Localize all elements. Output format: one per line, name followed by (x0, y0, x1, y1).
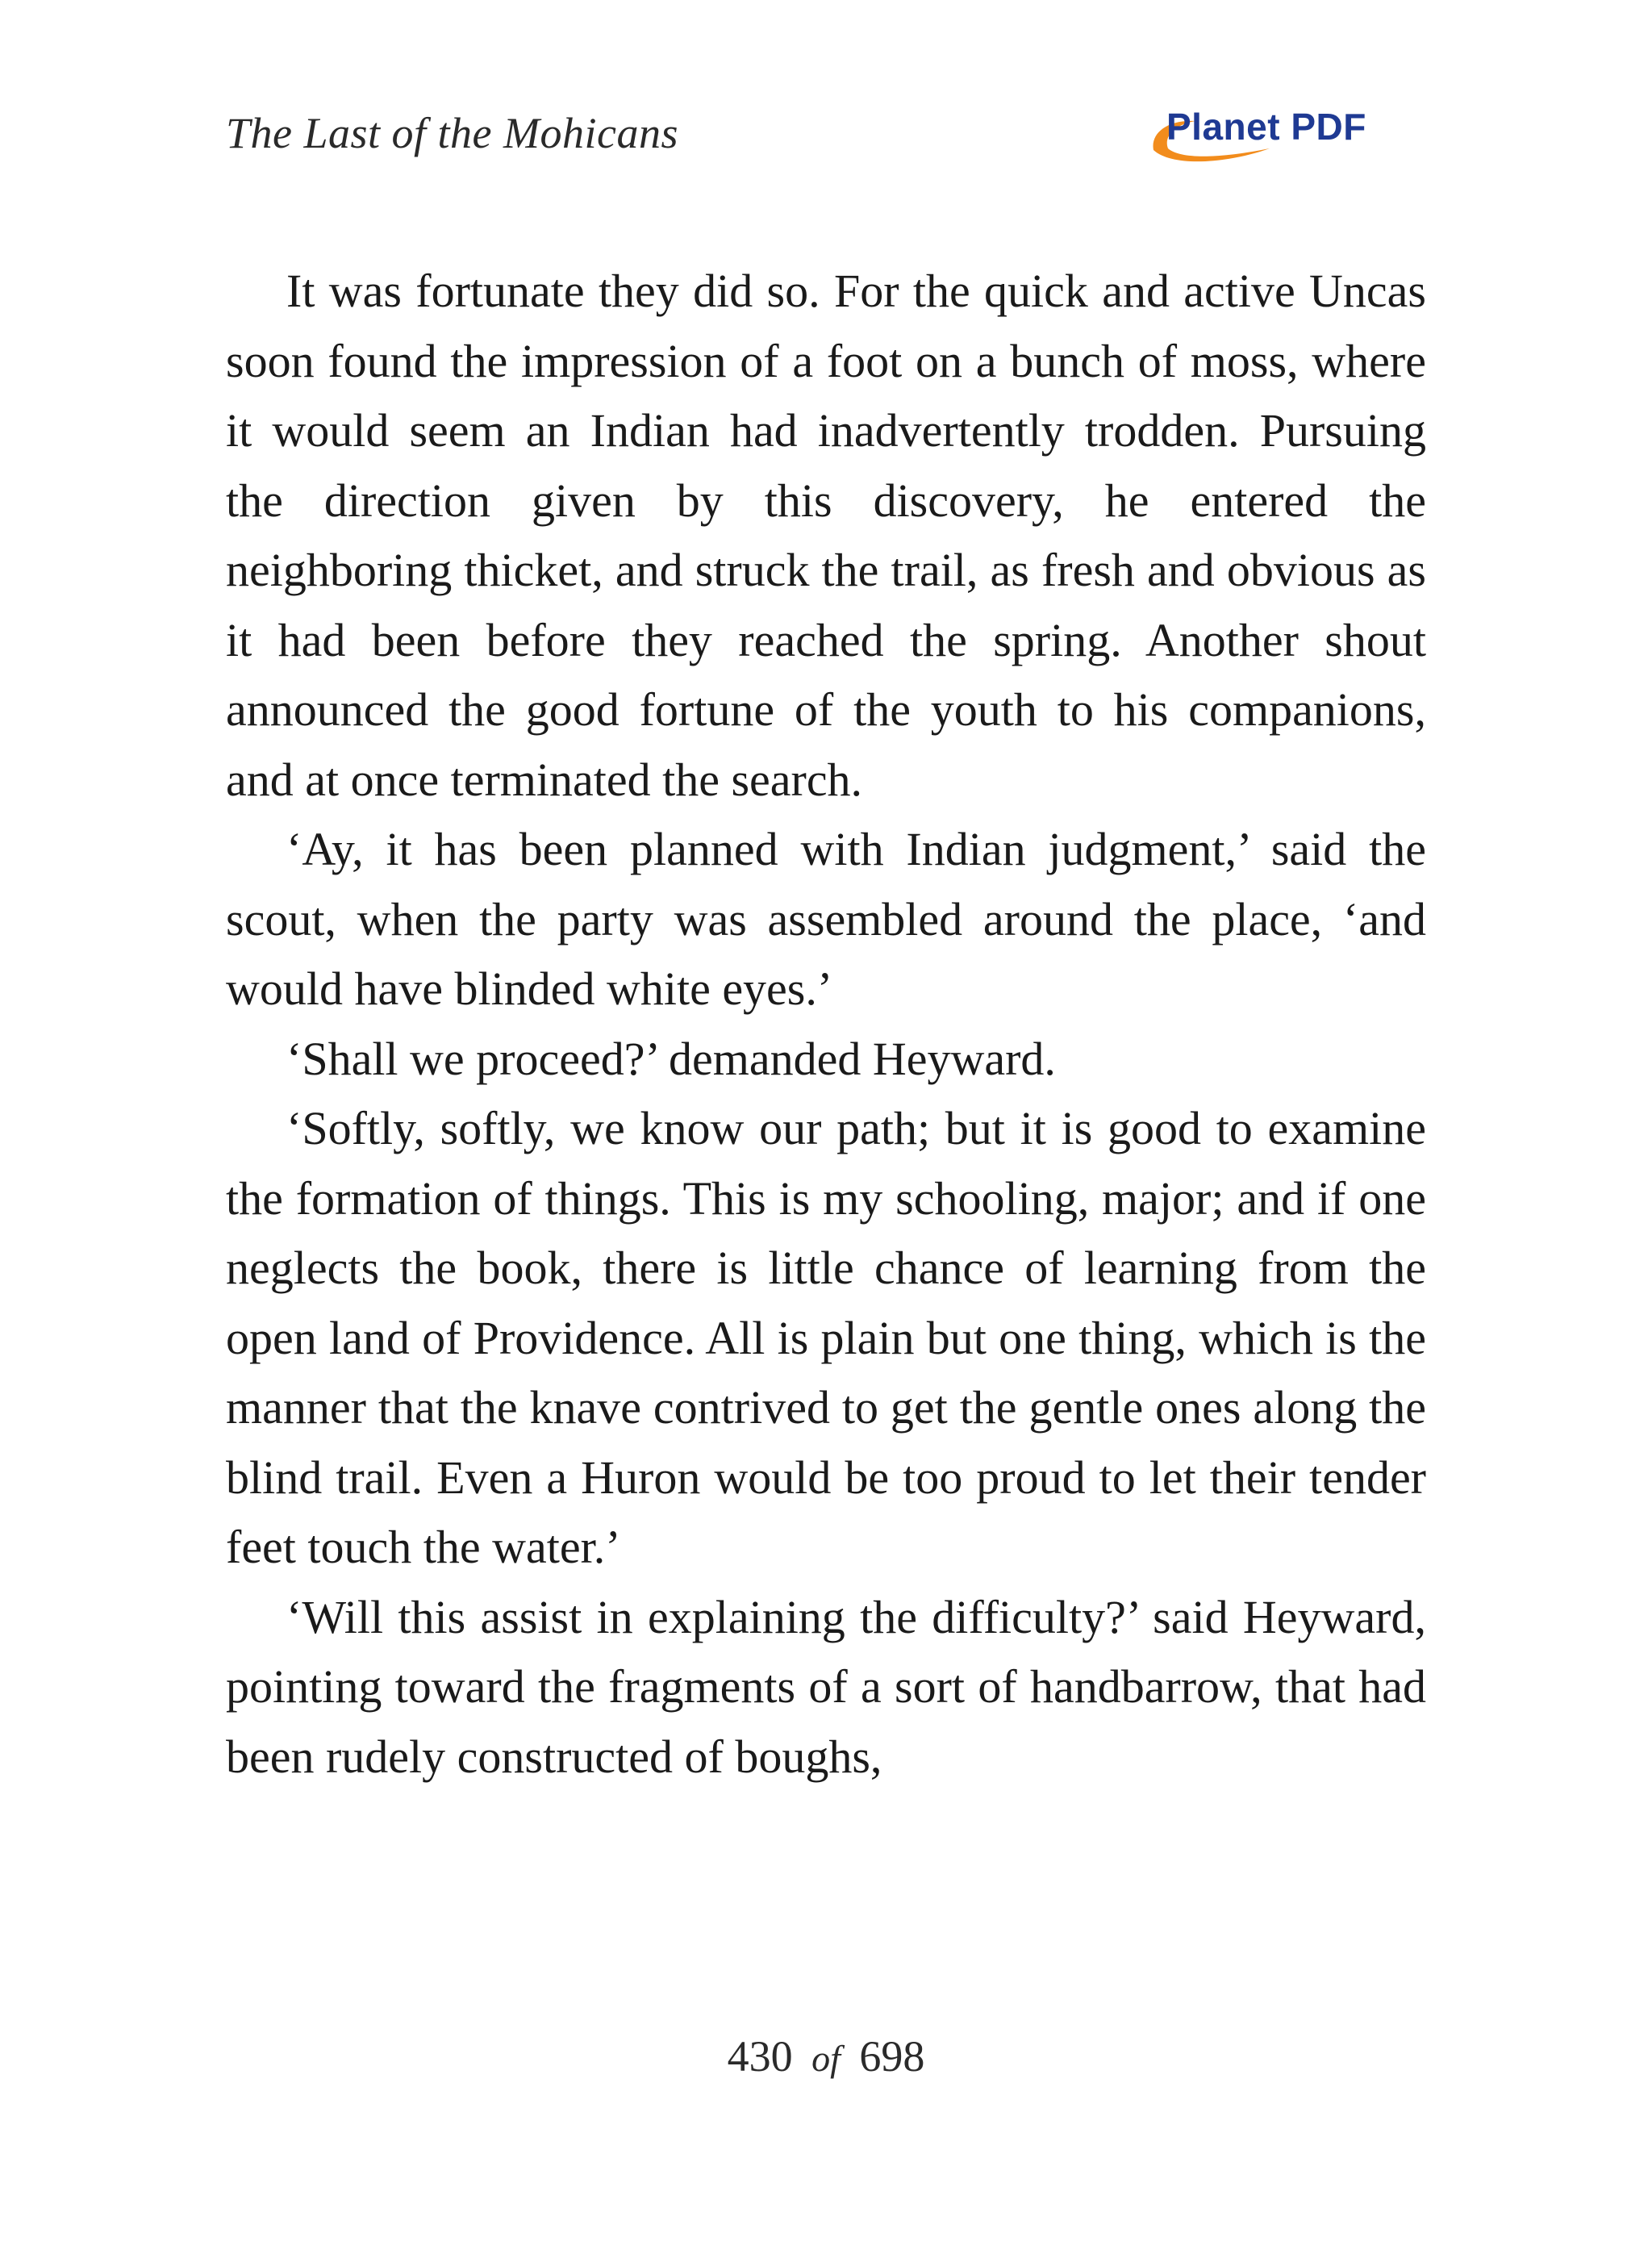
logo-text: Planet PDF (1166, 106, 1366, 148)
page-body (226, 257, 1426, 1792)
paragraph: ‘Softly, softly, we know our path; but it is good to examine the formation of things. This is my schooling, major; and if one neglects the book, there is little chance of learning from the open land of Providence. All is plain but one thing, which is the manner that the knave contrived to get the gentle ones along the blind trail. Even a Huron would be too proud to let their tender feet touch the water.’ (226, 1102, 1426, 1573)
book-title: The Last of the Mohicans (226, 109, 678, 157)
page-number (0, 2031, 1652, 2081)
page-header (226, 103, 1426, 168)
planet-pdf-logo (1149, 103, 1399, 165)
paragraph: ‘Shall we proceed?’ demanded Heyward. (286, 1032, 1056, 1085)
paragraph: ‘Will this assist in explaining the difficulty?’ said Heyward, pointing toward the fragments of a sort of handbarrow, that had been rudely constructed of boughs, (226, 1590, 1426, 1783)
total-pages: 698 (859, 2032, 925, 2081)
paragraph: ‘Ay, it has been planned with Indian judgment,’ said the scout, when the party was assembled around the place, ‘and would have blinded white eyes.’ (226, 823, 1426, 1015)
page-of-label: of (811, 2038, 841, 2079)
current-page: 430 (727, 2032, 793, 2081)
paragraph: It was fortunate they did so. For the quick and active Uncas soon found the impression of a foot on a bunch of moss, where it would seem an Indian had inadvertently trodden. Pursuing the direction given by this discovery, he entered the neighboring thicket, and struck the trail, as fresh and obvious as it had been before they reached the spring. Another shout announced the good fortune of the youth to his companions, and at once terminated the search. (226, 265, 1426, 806)
